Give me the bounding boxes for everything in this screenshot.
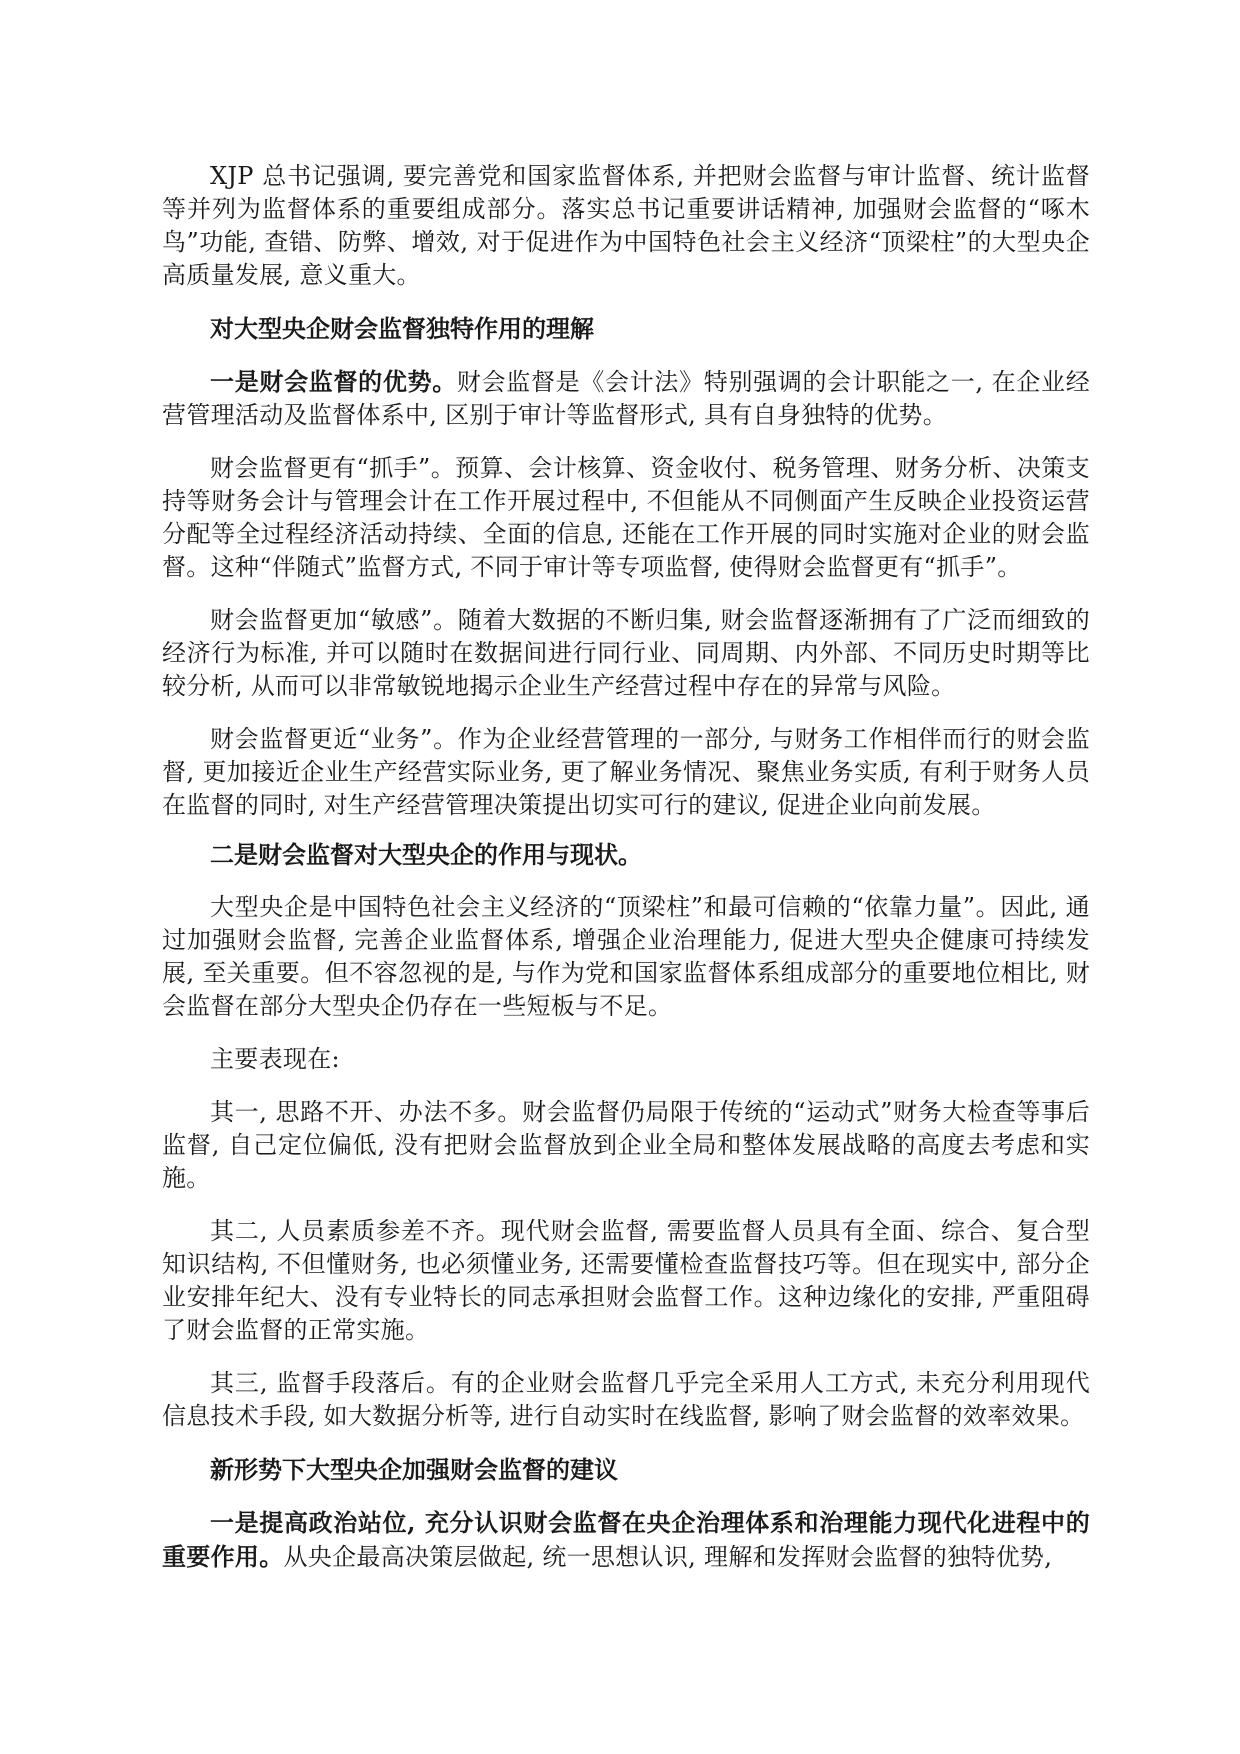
pillar-paragraph: 大型央企是中国特色社会主义经济的“顶梁柱”和最可信赖的“依靠力量”。因此, 通过加强财会监督, 完善企业监督体系, 增强企业治理能力, 促进大型央企健康可持续发展, 至关重要。但不容忽视的是, 与作为党和国家监督体系组成部分的重要地位相比, 财会监督在部分大型央企仍存在一些短板与不足。 bbox=[162, 893, 1090, 1020]
suggestion-one-text: 从央企最高决策层做起, 统一思想认识, 理解和发挥财会监督的独特优势, bbox=[283, 1543, 1053, 1571]
business-paragraph: 财会监督更近“业务”。作为企业经营管理的一部分, 与财务工作相伴而行的财会监督, 更加接近企业生产经营实际业务, 更了解业务情况、聚焦业务实质, 有利于财务人员在监督的同时, 对生产经营管理决策提出切实可行的建议, 促进企业向前发展。 bbox=[162, 725, 1090, 819]
section-heading-suggestions: 新形势下大型央企加强财会监督的建议 bbox=[210, 1455, 618, 1484]
manifestations-intro: 主要表现在: bbox=[210, 1045, 340, 1073]
advantage-lead: 一是财会监督的优势。 bbox=[210, 367, 457, 396]
advantage-paragraph bbox=[162, 365, 1090, 432]
issue-three-paragraph: 其三, 监督手段落后。有的企业财会监督几乎完全采用人工方式, 未充分利用现代信息技术手段, 如大数据分析等, 进行自动实时在线监督, 影响了财会监督的效率效果。 bbox=[162, 1369, 1090, 1430]
intro-paragraph: XJP 总书记强调, 要完善党和国家监督体系, 并把财会监督与审计监督、统计监督等并列为监督体系的重要组成部分。落实总书记重要讲话精神, 加强财会监督的“啄木鸟”功能, 查错、防弊、增效, 对于促进作为中国特色社会主义经济“顶梁柱”的大型央企高质量发展, 意义重大。 bbox=[162, 162, 1090, 289]
sensitive-paragraph: 财会监督更加“敏感”。随着大数据的不断归集, 财会监督逐渐拥有了广泛而细致的经济行为标准, 并可以随时在数据间进行同行业、同周期、内外部、不同历史时期等比较分析, 从而可以非常敏锐地揭示企业生产经营过程中存在的异常与风险。 bbox=[162, 606, 1090, 700]
section-heading-understanding: 对大型央企财会监督独特作用的理解 bbox=[210, 314, 594, 343]
suggestion-one-paragraph bbox=[162, 1506, 1090, 1574]
issue-two-paragraph: 其二, 人员素质参差不齐。现代财会监督, 需要监督人员具有全面、综合、复合型知识结构, 不但懂财务, 也必须懂业务, 还需要懂检查监督技巧等。但在现实中, 部分企业安排年纪大、没有专业特长的同志承担财会监督工作。这种边缘化的安排, 严重阻碍了财会监督的正常实施。 bbox=[162, 1217, 1090, 1344]
advantage-text: 财会监督是《会计法》特别强调的会计职能之一, 在企业经营管理活动及监督体系中, 区别于审计等监督形式, 具有自身独特的优势。 bbox=[162, 368, 1091, 429]
document-body bbox=[162, 160, 1090, 1594]
suggestion-one-lead: 一是提高政治站位, 充分认识财会监督在央企治理体系和治理能力现代化进程中的重要作用。 bbox=[162, 1508, 1090, 1571]
role-status-subheading: 二是财会监督对大型央企的作用与现状。 bbox=[210, 840, 642, 869]
grip-paragraph: 财会监督更有“抓手”。预算、会计核算、资金收付、税务管理、财务分析、决策支持等财务会计与管理会计在工作开展过程中, 不但能从不同侧面产生反映企业投资运营分配等全过程经济活动持续、全面的信息, 还能在工作开展的同时实施对企业的财会监督。这种“伴随式”监督方式, 不同于审计等专项监督, 使得财会监督更有“抓手”。 bbox=[162, 454, 1090, 581]
issue-one-paragraph: 其一, 思路不开、办法不多。财会监督仍局限于传统的“运动式”财务大检查等事后监督, 自己定位偏低, 没有把财会监督放到企业全局和整体发展战略的高度去考虑和实施。 bbox=[162, 1098, 1090, 1192]
